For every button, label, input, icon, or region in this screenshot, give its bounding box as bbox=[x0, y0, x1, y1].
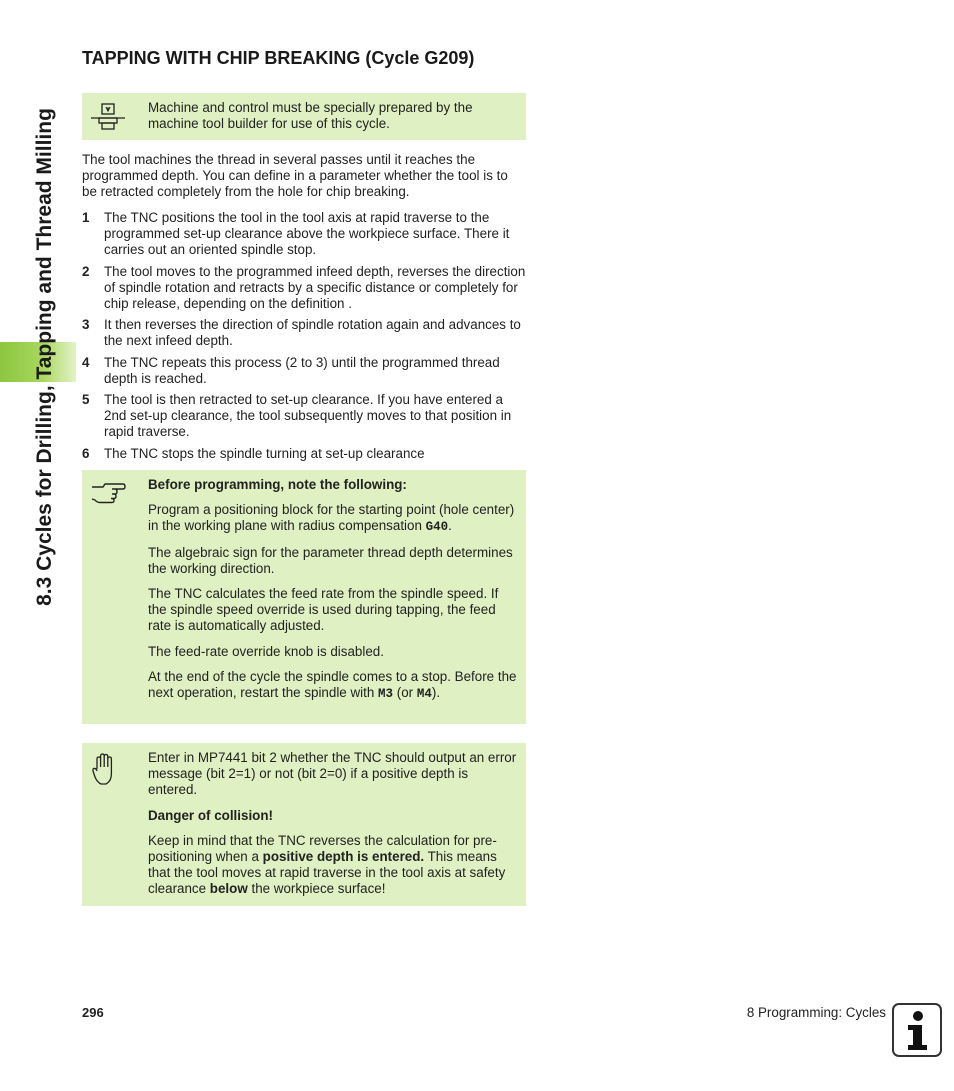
page-number: 296 bbox=[82, 1005, 104, 1020]
programming-note-heading: Before programming, note the following: bbox=[148, 477, 407, 492]
machine-note bbox=[82, 93, 526, 140]
step-number: 1 bbox=[82, 210, 90, 225]
step-text: The TNC repeats this process (2 to 3) until the programmed thread depth is reached. bbox=[104, 354, 500, 386]
intro-paragraph: The tool machines the thread in several passes until it reaches the programmed depth. You can define in a parameter whether the tool is to be retracted completely from the hole for chip breaking. bbox=[82, 152, 508, 200]
info-icon bbox=[892, 1003, 942, 1057]
programming-note-p4: The feed-rate override knob is disabled. bbox=[148, 643, 384, 659]
list-item bbox=[82, 392, 526, 441]
step-number: 4 bbox=[82, 354, 90, 370]
section-sidebar bbox=[28, 52, 62, 662]
step-text: The TNC stops the spindle turning at set-up clearance bbox=[104, 445, 425, 461]
list-item bbox=[82, 355, 526, 387]
list-item bbox=[82, 446, 526, 462]
list-item bbox=[82, 210, 526, 259]
machine-note-text: Machine and control must be specially prepared by the machine tool builder for use of this cycle. bbox=[148, 100, 473, 132]
machine-icon bbox=[90, 103, 126, 136]
programming-note bbox=[82, 470, 526, 724]
pointing-hand-icon bbox=[90, 480, 126, 509]
code-m3: M3 bbox=[378, 687, 394, 702]
section-title: 8.3 Cycles for Drilling, Tapping and Thread Milling bbox=[33, 108, 56, 606]
warning-hand-icon bbox=[92, 753, 116, 792]
step-number: 2 bbox=[82, 263, 90, 279]
step-number: 5 bbox=[82, 392, 90, 408]
warning-note-heading: Danger of collision! bbox=[148, 807, 273, 823]
list-item bbox=[82, 264, 526, 313]
list-item bbox=[82, 317, 526, 349]
step-list bbox=[82, 210, 526, 467]
step-text: The TNC positions the tool in the tool axis at rapid traverse to the programmed set-up clearance above the workpiece surface. There it carries out an oriented spindle stop. bbox=[104, 210, 510, 258]
step-text: It then reverses the direction of spindle rotation again and advances to the next infeed depth. bbox=[104, 317, 521, 349]
warning-note-p1: Enter in MP7441 bit 2 whether the TNC should output an error message (bit 2=1) or not (bit 2=0) if a positive depth is entered. bbox=[148, 750, 517, 798]
chapter-label: 8 Programming: Cycles bbox=[746, 1005, 886, 1020]
code-m4: M4 bbox=[416, 687, 432, 702]
code-g40: G40 bbox=[425, 520, 449, 535]
page-title: TAPPING WITH CHIP BREAKING (Cycle G209) bbox=[82, 48, 475, 68]
warning-note bbox=[82, 743, 526, 906]
programming-note-p2: The algebraic sign for the parameter thread depth determines the working direction. bbox=[148, 544, 513, 576]
step-number: 6 bbox=[82, 445, 90, 461]
programming-note-p3: The TNC calculates the feed rate from the spindle speed. If the spindle speed override is used during tapping, the feed rate is automatically adjusted. bbox=[148, 586, 499, 634]
step-number: 3 bbox=[82, 317, 90, 333]
programming-note-p5: At the end of the cycle the spindle comes to a stop. Before the next operation, restart the spindle with M3 (or M4). bbox=[148, 668, 517, 702]
warning-note-p2: Keep in mind that the TNC reverses the calculation for pre-positioning when a positive depth is entered. This means that the tool moves at rapid traverse in the tool axis at safety clearance below the workpiece surface! bbox=[148, 832, 506, 897]
step-text: The tool is then retracted to set-up clearance. If you have entered a 2nd set-up clearance, the tool subsequently moves to that position in rapid traverse. bbox=[104, 392, 512, 440]
programming-note-p1: Program a positioning block for the starting point (hole center) in the working plane with radius compensation G40. bbox=[148, 502, 515, 535]
step-text: The tool moves to the programmed infeed depth, reverses the direction of spindle rotation and retracts by a specific distance or completely for chip release, depending on the definition . bbox=[104, 263, 526, 312]
